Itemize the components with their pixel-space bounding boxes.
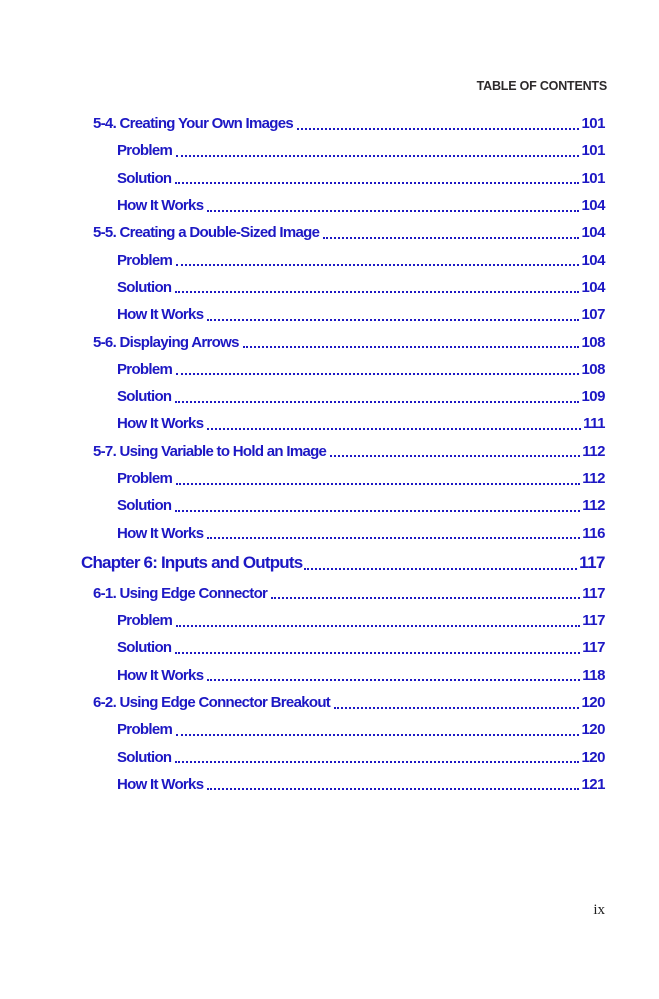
toc-entry-page: 118 [582, 666, 605, 684]
toc-entry-section [81, 580, 605, 607]
toc-entry-label: 6-2. Using Edge Connector Breakout [93, 694, 331, 712]
toc-entry-page: 101 [581, 115, 605, 133]
dot-leader-icon [334, 697, 579, 709]
dot-leader-icon [175, 642, 580, 654]
dot-leader-icon [304, 557, 577, 570]
dot-leader-icon [176, 363, 579, 375]
toc-entry-sub [81, 492, 605, 519]
dot-leader-icon [175, 751, 579, 763]
toc-entry-label: Problem [117, 360, 173, 378]
toc-entry-label: Problem [117, 142, 173, 160]
toc-entry-sub [81, 301, 605, 328]
toc-entry-sub [81, 383, 605, 410]
toc-entry-page: 120 [581, 694, 605, 712]
toc-entry-label: Solution [117, 278, 172, 296]
toc-entry-sub [81, 274, 605, 301]
toc-entry-sub [81, 410, 605, 437]
toc-entry-label: Solution [117, 639, 172, 657]
toc-entry-label: Solution [117, 497, 172, 515]
toc-entry-label: 5-4. Creating Your Own Images [93, 115, 294, 133]
dot-leader-icon [176, 145, 579, 157]
toc-entry-label: How It Works [117, 415, 204, 433]
toc-entry-sub [81, 356, 605, 383]
toc-entry-sub [81, 634, 605, 661]
page-header-title: TABLE OF CONTENTS [476, 79, 607, 93]
toc-entry-label: 5-5. Creating a Double-Sized Image [93, 224, 320, 242]
toc-entry-sub [81, 465, 605, 492]
toc-entry-section [81, 219, 605, 246]
toc-entry-page: 111 [583, 415, 605, 433]
toc-entry-page: 117 [582, 639, 605, 657]
toc-entry-section [81, 328, 605, 355]
toc-entry-page: 101 [581, 169, 605, 187]
dot-leader-icon [207, 200, 579, 212]
dot-leader-icon [176, 473, 580, 485]
toc-entry-label: Problem [117, 251, 173, 269]
toc-entry-page: 117 [582, 612, 605, 630]
toc-entry-page: 121 [581, 775, 605, 793]
dot-leader-icon [207, 527, 580, 539]
toc-entry-page: 120 [581, 721, 605, 739]
toc-entry-sub [81, 165, 605, 192]
toc-entry-label: 5-6. Displaying Arrows [93, 333, 239, 351]
dot-leader-icon [207, 309, 579, 321]
toc-entry-label: How It Works [117, 775, 204, 793]
dot-leader-icon [175, 281, 579, 293]
toc-entry-page: 101 [581, 142, 605, 160]
toc-entry-page: 104 [581, 251, 605, 269]
dot-leader-icon [297, 118, 579, 130]
toc-entry-page: 104 [581, 278, 605, 296]
toc-entry-label: How It Works [117, 524, 204, 542]
dot-leader-icon [323, 227, 579, 239]
toc-entry-page: 104 [581, 197, 605, 215]
toc-entry-page: 109 [581, 388, 605, 406]
toc-entry-sub [81, 607, 605, 634]
toc-entry-page: 108 [581, 333, 605, 351]
toc-entry-sub [81, 771, 605, 798]
dot-leader-icon [176, 615, 580, 627]
toc-entry-label: How It Works [117, 197, 204, 215]
toc-entry-section [81, 689, 605, 716]
dot-leader-icon [175, 500, 580, 512]
dot-leader-icon [176, 254, 579, 266]
toc-entry-page: 117 [582, 584, 605, 602]
toc-entry-label: Solution [117, 748, 172, 766]
toc-entry-label: Solution [117, 388, 172, 406]
toc-entry-page: 116 [582, 524, 605, 542]
toc-entry-label: Solution [117, 169, 172, 187]
toc-list [81, 110, 605, 798]
toc-entry-label: How It Works [117, 306, 204, 324]
dot-leader-icon [207, 669, 580, 681]
toc-entry-page: 107 [581, 306, 605, 324]
toc-entry-sub [81, 716, 605, 743]
folio-page-number: ix [593, 902, 605, 918]
toc-entry-label: Chapter 6: Inputs and Outputs [81, 553, 303, 573]
toc-entry-label: How It Works [117, 666, 204, 684]
dot-leader-icon [207, 778, 579, 790]
toc-entry-page: 112 [582, 497, 605, 515]
toc-entry-page: 112 [582, 470, 605, 487]
dot-leader-icon [330, 445, 580, 457]
toc-entry-label: Problem [117, 470, 173, 487]
toc-entry-sub [81, 246, 605, 273]
toc-entry-sub [81, 519, 605, 546]
toc-entry-label: Problem [117, 612, 173, 630]
dot-leader-icon [207, 418, 581, 430]
toc-entry-sub [81, 192, 605, 219]
toc-entry-page: 104 [581, 224, 605, 242]
dot-leader-icon [175, 172, 579, 184]
dot-leader-icon [176, 724, 579, 736]
toc-entry-chapter [81, 547, 605, 580]
toc-entry-page: 112 [582, 442, 605, 460]
toc-entry-section [81, 110, 605, 137]
toc-entry-section [81, 438, 605, 465]
toc-entry-label: 5-7. Using Variable to Hold an Image [93, 442, 327, 460]
toc-entry-sub [81, 744, 605, 771]
toc-entry-page: 120 [581, 748, 605, 766]
toc-entry-sub [81, 137, 605, 164]
dot-leader-icon [243, 336, 580, 348]
toc-entry-label: 6-1. Using Edge Connector [93, 584, 268, 602]
dot-leader-icon [175, 391, 579, 403]
toc-entry-sub [81, 662, 605, 689]
toc-entry-page: 117 [579, 553, 605, 573]
dot-leader-icon [271, 587, 580, 599]
toc-entry-page: 108 [581, 360, 605, 378]
toc-entry-label: Problem [117, 721, 173, 739]
